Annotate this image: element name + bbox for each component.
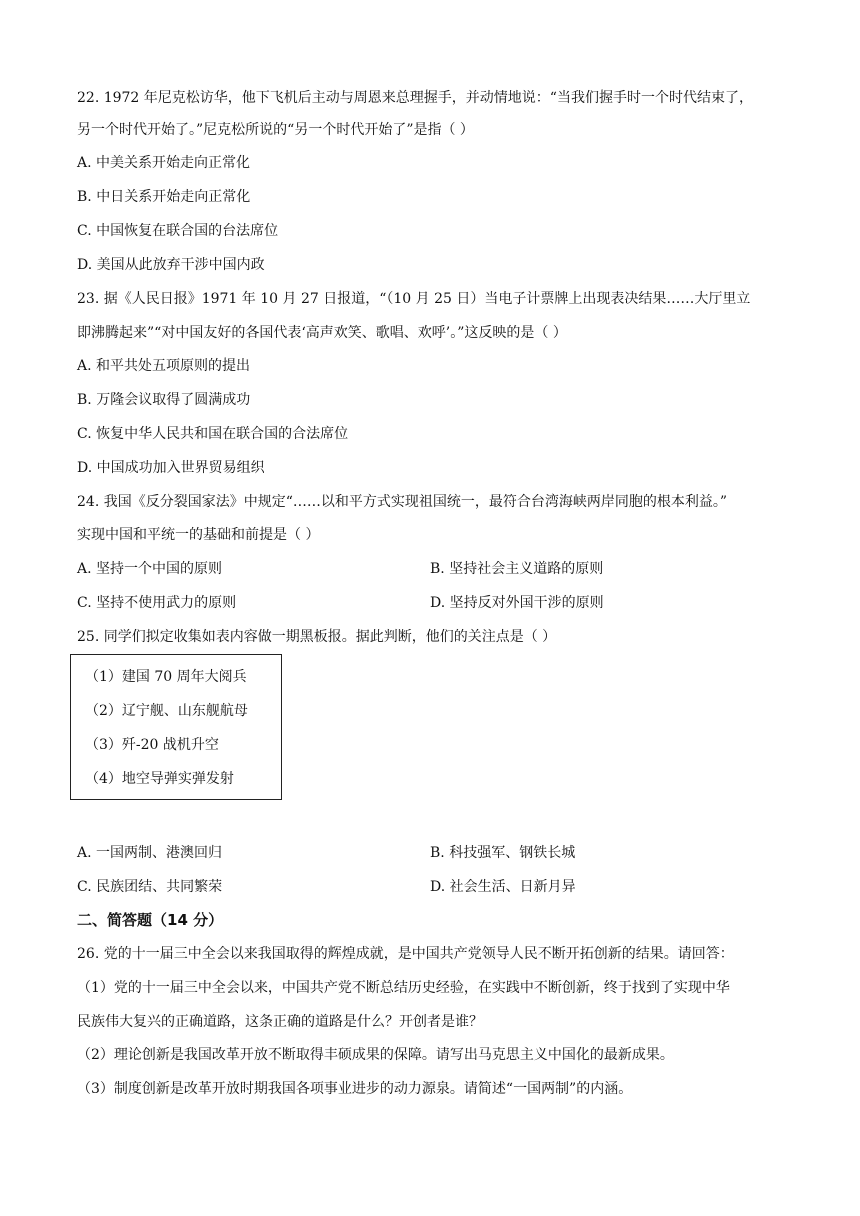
q25-box-item-2: （2）辽宁舰、山东舰航母 <box>85 703 248 719</box>
q26-sub1-line2: 民族伟大复兴的正确道路，这条正确的道路是什么？开创者是谁？ <box>77 1014 483 1030</box>
q25-stem: 25. 同学们拟定收集如表内容做一期黑板报。据此判断，他们的关注点是（ ） <box>77 629 557 645</box>
q25-box-item-1: （1）建国 70 周年大阅兵 <box>85 669 247 685</box>
q24-option-a: A. 坚持一个中国的原则 <box>77 561 223 577</box>
q25-option-b: B. 科技强军、钢铁长城 <box>430 845 576 861</box>
q23-option-b: B. 万隆会议取得了圆满成功 <box>77 392 251 408</box>
q24-option-b: B. 坚持社会主义道路的原则 <box>430 561 604 577</box>
q22-stem-line2: 另一个时代开始了。”尼克松所说的“另一个时代开始了”是指（ ） <box>77 122 474 138</box>
q25-content-box <box>70 654 282 800</box>
q25-box-item-4: （4）地空导弹实弹发射 <box>85 771 234 787</box>
q25-box-item-3: （3）歼-20 战机升空 <box>85 737 219 753</box>
q23-stem-line1: 23. 据《人民日报》1971 年 10 月 27 日报道，“（10 月 25 日）当电子计票牌上出现表决结果……大厅里立 <box>77 291 751 307</box>
q25-option-c: C. 民族团结、共同繁荣 <box>77 879 223 895</box>
q22-option-d: D. 美国从此放弃干涉中国内政 <box>77 257 265 273</box>
q24-stem-line1: 24. 我国《反分裂国家法》中规定“……以和平方式实现祖国统一，最符合台湾海峡两岸同胞的根本利益。” <box>77 494 728 510</box>
q26-sub1-line1: （1）党的十一届三中全会以来，中国共产党不断总结历史经验，在实践中不断创新，终于找到了实现中华 <box>77 980 730 996</box>
q22-option-b: B. 中日关系开始走向正常化 <box>77 189 251 205</box>
q23-option-a: A. 和平共处五项原则的提出 <box>77 358 251 374</box>
q23-option-c: C. 恢复中华人民共和国在联合国的合法席位 <box>77 426 349 442</box>
section-title: 二、简答题（14 分） <box>77 911 224 929</box>
q24-option-c: C. 坚持不使用武力的原则 <box>77 595 237 611</box>
q23-stem-line2: 即沸腾起来”“对中国友好的各国代表‘高声欢笑、歌唱、欢呼’。”这反映的是（ ） <box>77 325 567 341</box>
q22-option-c: C. 中国恢复在联合国的台法席位 <box>77 223 279 239</box>
q24-option-d: D. 坚持反对外国干涉的原则 <box>430 595 604 611</box>
q23-option-d: D. 中国成功加入世界贸易组织 <box>77 460 265 476</box>
q26-stem: 26. 党的十一届三中全会以来我国取得的辉煌成就，是中国共产党领导人民不断开拓创新的结果。请回答： <box>77 946 734 962</box>
q22-option-a: A. 中美关系开始走向正常化 <box>77 155 251 171</box>
q26-sub3: （3）制度创新是改革开放时期我国各项事业进步的动力源泉。请简述“一国两制”的内涵。 <box>77 1081 633 1097</box>
q24-stem-line2: 实现中国和平统一的基础和前提是（ ） <box>77 527 320 543</box>
q25-option-a: A. 一国两制、港澳回归 <box>77 845 223 861</box>
q26-sub2: （2）理论创新是我国改革开放不断取得丰硕成果的保障。请写出马克思主义中国化的最新成果。 <box>77 1047 674 1063</box>
q22-stem-line1: 22. 1972 年尼克松访华，他下飞机后主动与周恩来总理握手，并动情地说：“当我们握手时一个时代结束了， <box>77 90 753 106</box>
q25-option-d: D. 社会生活、日新月异 <box>430 879 576 895</box>
